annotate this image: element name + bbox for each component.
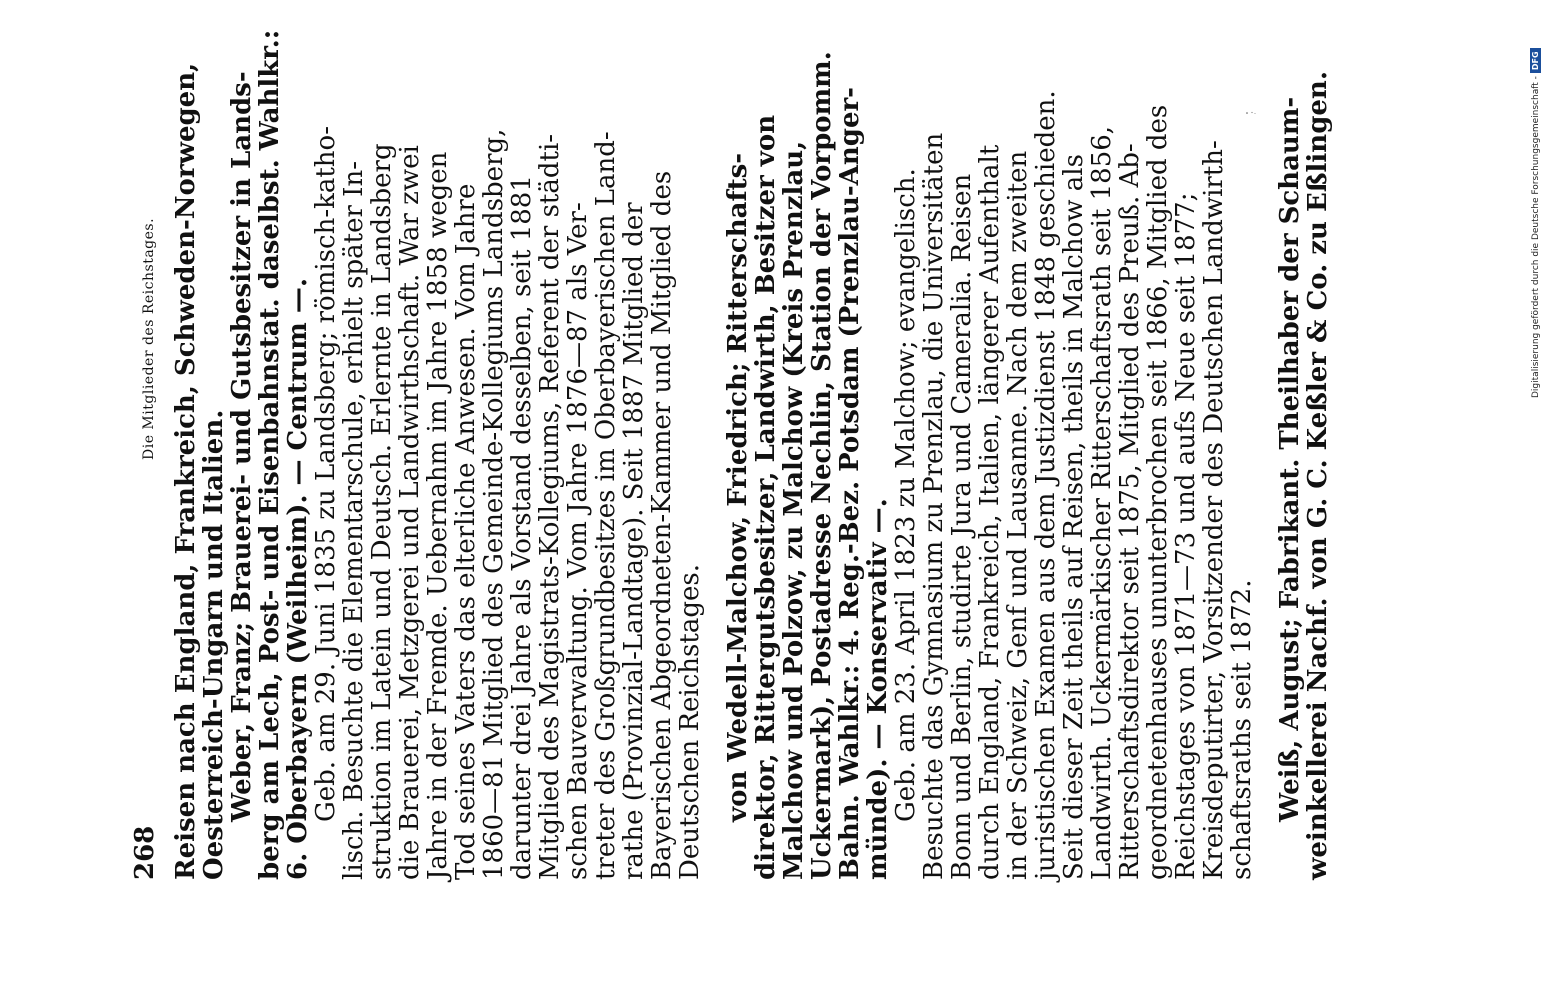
text-line: rathe (Provinzial-Landtage). Seit 1887 Mitglied der	[619, 202, 649, 880]
text-line: Geb. am 23. April 1823 zu Malchow; evangelisch.	[891, 168, 921, 822]
text-line: Geb. am 29. Juni 1835 zu Landsberg; römisch-katho-	[311, 126, 341, 822]
text-line: schen Bauverwaltung. Vom Jahre 1876—87 als Ver-	[563, 202, 593, 880]
text-line: Reichstages von 1871—73 und aufs Neue seit 1877;	[1171, 192, 1201, 880]
paragraph	[312, 20, 704, 880]
text-line: Tod seines Vaters das elterliche Anwesen. Vom Jahre	[451, 183, 481, 880]
text-line: münde). — Konservativ —.	[863, 498, 893, 880]
paragraph-gap	[1256, 20, 1276, 880]
text-line: Bahn. Wahlkr.: 4. Reg.-Bez. Potsdam (Prenzlau-Anger-	[835, 87, 865, 880]
text-line: schaftsraths seit 1872.	[1227, 579, 1257, 880]
paragraph	[1276, 20, 1332, 880]
text-line: Kreisdeputirter, Vorsitzender des Deutschen Landwirth-	[1199, 140, 1229, 880]
text-line: lisch. Besuchte die Elementarschule, erhielt später In-	[339, 161, 369, 880]
scan-speck	[1245, 100, 1257, 104]
text-line: Deutschen Reichstages.	[675, 564, 705, 880]
text-line: juristischen Examen aus dem Justizdienst 1848 geschieden.	[1031, 90, 1061, 880]
text-line: weinkellerei Nachf. von G. C. Keßler & Co. zu Eßlingen.	[1303, 71, 1333, 880]
text-line: treter des Großgrundbesitzes im Oberbayerischen Land-	[591, 131, 621, 880]
text-line: Malchow und Polzow, zu Malchow (Kreis Prenzlau,	[779, 140, 809, 880]
text-line: Jahre in der Fremde. Uebernahm im Jahre 1858 wegen	[423, 151, 453, 880]
text-line: Bonn und Berlin, studirte Jura und Cameralia. Reisen	[947, 173, 977, 880]
text-line: die Brauerei, Metzgerei und Landwirthschaft. War zwei	[395, 145, 425, 880]
page-header	[130, 20, 164, 880]
paragraph	[892, 20, 1256, 880]
text-line: von Wedell-Malchow, Friedrich; Ritterschafts-	[723, 152, 753, 822]
text-line: struktion im Latein und Deutsch. Erlernte in Landsberg	[367, 143, 397, 880]
credit-text: Digitalisierung gefördert durch die Deutsche Forschungsgemeinschaft -	[1530, 76, 1541, 398]
text-line: Mitglied des Magistrats-Kollegiums, Referent der städti-	[535, 133, 565, 880]
text-line: Bayerischen Abgeordneten-Kammer und Mitglied des	[647, 170, 677, 880]
text-line: direktor, Rittergutsbesitzer, Landwirth, Besitzer von	[751, 114, 781, 880]
text-line: in der Schweiz, Genf und Lausanne. Nach dem zweiten	[1003, 150, 1033, 880]
text-line: Weiß, August; Fabrikant. Theilhaber der Schaum-	[1275, 96, 1305, 822]
text-line: Weber, Franz; Brauerei- und Gutsbesitzer in Lands-	[227, 71, 257, 822]
document-page	[130, 20, 1332, 880]
text-line: berg am Lech, Post- und Eisenbahnstat. daselbst. Wahlkr.:	[255, 29, 285, 880]
text-line: 6. Oberbayern (Weilheim). — Centrum —.	[283, 278, 313, 880]
dfg-logo-icon: DFG	[1530, 48, 1541, 73]
paragraph	[724, 20, 892, 880]
text-line: Landwirth. Uckermärkischer Ritterschaftsrath seit 1856,	[1087, 125, 1117, 880]
text-line: Besuchte das Gymnasium zu Prenzlau, die Universitäten	[919, 132, 949, 880]
running-head: Die Mitglieder des Reichstages.	[141, 217, 157, 460]
text-line: Oesterreich-Ungarn und Italien.	[199, 409, 229, 880]
digitization-credit	[1530, 8, 1544, 398]
page-number: 268	[130, 825, 160, 880]
text-line: Seit dieser Zeit theils auf Reisen, theils in Malchow als	[1059, 154, 1089, 880]
text-line: Ritterschaftsdirektor seit 1875, Mitglied des Preuß. Ab-	[1115, 143, 1145, 880]
text-line: 1860—81 Mitglied des Gemeinde-Kollegiums Landsberg,	[479, 128, 509, 880]
paragraph	[228, 20, 312, 880]
text-line: Reisen nach England, Frankreich, Schweden-Norwegen,	[171, 62, 201, 880]
text-line: Uckermark), Postadresse Nechlin, Station der Vorpomm.	[807, 51, 837, 880]
paragraph	[172, 20, 228, 880]
text-line: durch England, Frankreich, Italien, längerer Aufenthalt	[975, 144, 1005, 880]
text-line: darunter drei Jahre als Vorstand desselben, seit 1881	[507, 175, 537, 880]
paragraph-gap	[704, 20, 724, 880]
text-line: geordnetenhauses ununterbrochen seit 1866, Mitglied des	[1143, 104, 1173, 880]
body-text	[172, 20, 1332, 880]
